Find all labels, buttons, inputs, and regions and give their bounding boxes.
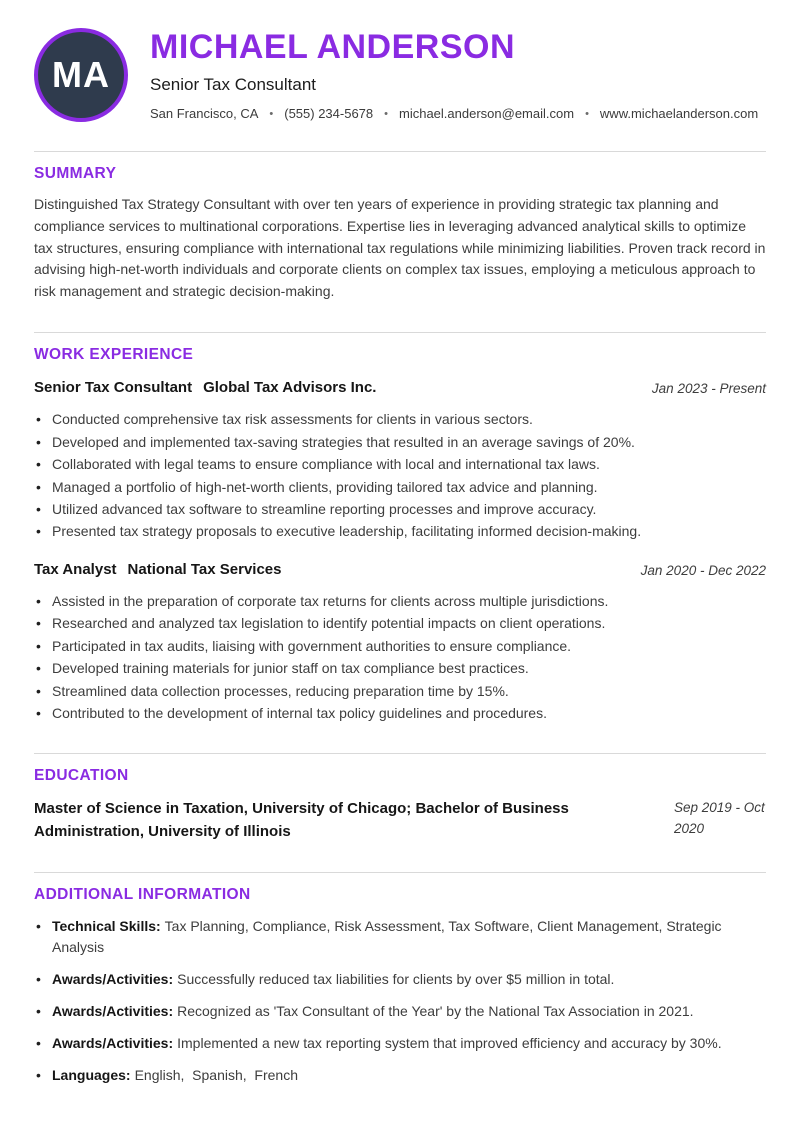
work-experience-section (34, 332, 766, 724)
job-dates: Jan 2023 - Present (651, 381, 766, 397)
section-divider (34, 872, 766, 873)
additional-info-list (34, 916, 766, 1086)
bullet-item: • Contributed to the development of internal tax policy guidelines and procedures. (34, 702, 766, 724)
contact-phone: (555) 234-5678 (284, 106, 374, 122)
education-entry (34, 798, 766, 843)
info-item-text: English, Spanish, French (134, 1067, 298, 1084)
bullet-item: • Streamlined data collection processes, reducing preparation time by 15%. (34, 680, 766, 702)
summary-section (34, 151, 766, 303)
info-item (34, 1065, 766, 1086)
job-entry (34, 561, 766, 725)
resume-header (34, 28, 766, 122)
education-heading: EDUCATION (34, 767, 129, 785)
education-dates: Sep 2019 - Oct 2020 (674, 800, 765, 836)
header-text (150, 29, 758, 121)
contact-website-link[interactable]: www.michaelanderson.com (599, 106, 759, 122)
job-bullet-list (34, 590, 766, 724)
candidate-name: MICHAEL ANDERSON (150, 27, 516, 66)
bullet-item: • Developed and implemented tax-saving strategies that resulted in an average savings of 20%. (34, 431, 766, 453)
separator-dot-icon: • (585, 107, 589, 120)
info-item (34, 1033, 766, 1054)
education-degree: Master of Science in Taxation, University of Chicago; Bachelor of Business Administration, University of Illinois (34, 800, 569, 840)
job-header (34, 561, 766, 581)
info-item-label: Awards/Activities: (52, 1035, 174, 1052)
summary-heading: SUMMARY (34, 165, 117, 182)
bullet-item: • Developed training materials for junior staff on tax compliance best practices. (34, 657, 766, 679)
job-entry (34, 379, 766, 543)
info-item-label: Awards/Activities: (52, 1003, 174, 1020)
job-title: Tax Analyst (34, 560, 117, 578)
info-item-text: Successfully reduced tax liabilities for clients by over $5 million in total. (177, 971, 615, 988)
section-divider (34, 753, 766, 754)
candidate-job-title: Senior Tax Consultant (150, 75, 317, 95)
job-company: Global Tax Advisors Inc. (203, 379, 377, 397)
separator-dot-icon: • (269, 107, 274, 120)
bullet-item: • Collaborated with legal teams to ensure compliance with local and international tax laws. (34, 453, 766, 475)
job-title: Senior Tax Consultant (34, 379, 193, 397)
additional-info-heading: ADDITIONAL INFORMATION (34, 886, 251, 904)
bullet-item: • Assisted in the preparation of corporate tax returns for clients across multiple jurisdictions. (34, 590, 766, 612)
contact-location: San Francisco, CA (150, 106, 259, 122)
bullet-item: • Managed a portfolio of high-net-worth clients, providing tailored tax advice and planning. (34, 476, 766, 498)
separator-dot-icon: • (384, 107, 388, 120)
job-bullet-list (34, 408, 766, 542)
info-item-label: Awards/Activities: (52, 971, 174, 988)
education-section (34, 753, 766, 843)
bullet-item: • Conducted comprehensive tax risk assessments for clients in various sectors. (34, 408, 766, 430)
info-item-label: Languages: (52, 1067, 131, 1084)
contact-row (150, 106, 758, 121)
bullet-item: • Participated in tax audits, liaising with government authorities to ensure compliance. (34, 635, 766, 657)
job-company: National Tax Services (127, 560, 282, 578)
section-divider (34, 332, 766, 333)
info-item-text: Implemented a new tax reporting system that improved efficiency and accuracy by 30%. (177, 1035, 722, 1052)
section-divider (34, 151, 766, 152)
info-item (34, 1001, 766, 1022)
avatar (34, 28, 128, 122)
info-item (34, 969, 766, 990)
avatar-initials: MA (52, 54, 110, 95)
job-titles (34, 379, 376, 396)
bullet-item: • Utilized advanced tax software to streamline reporting processes and improve accuracy. (34, 498, 766, 520)
bullet-item: • Researched and analyzed tax legislation to identify potential impacts on client operations. (34, 612, 766, 634)
job-dates: Jan 2020 - Dec 2022 (640, 562, 766, 578)
job-header (34, 379, 766, 399)
bullet-item: • Presented tax strategy proposals to executive leadership, facilitating informed decision-making. (34, 520, 766, 542)
info-item (34, 916, 766, 958)
summary-text: Distinguished Tax Strategy Consultant with over ten years of experience in providing strategic tax planning and compliance services to multinational corporations. Expertise lies in leveraging advanced analytical skills to optimize tax structures, ensuring compliance with international tax regulations while minimizing liabilities. Proven track record in advising high-net-worth individuals and corporate clients on complex tax issues, employing a meticulous approach to risk management and strategic decision-making. (34, 196, 766, 300)
job-titles (34, 561, 282, 578)
info-item-text: Tax Planning, Compliance, Risk Assessment, Tax Software, Client Management, Strategic Analysis (52, 918, 725, 956)
contact-email-link[interactable]: michael.anderson@email.com (399, 106, 575, 122)
info-item-label: Technical Skills: (52, 918, 161, 935)
work-experience-heading: WORK EXPERIENCE (34, 346, 194, 364)
additional-info-section (34, 872, 766, 1086)
info-item-text: Recognized as 'Tax Consultant of the Year' by the National Tax Association in 2021. (177, 1003, 694, 1020)
